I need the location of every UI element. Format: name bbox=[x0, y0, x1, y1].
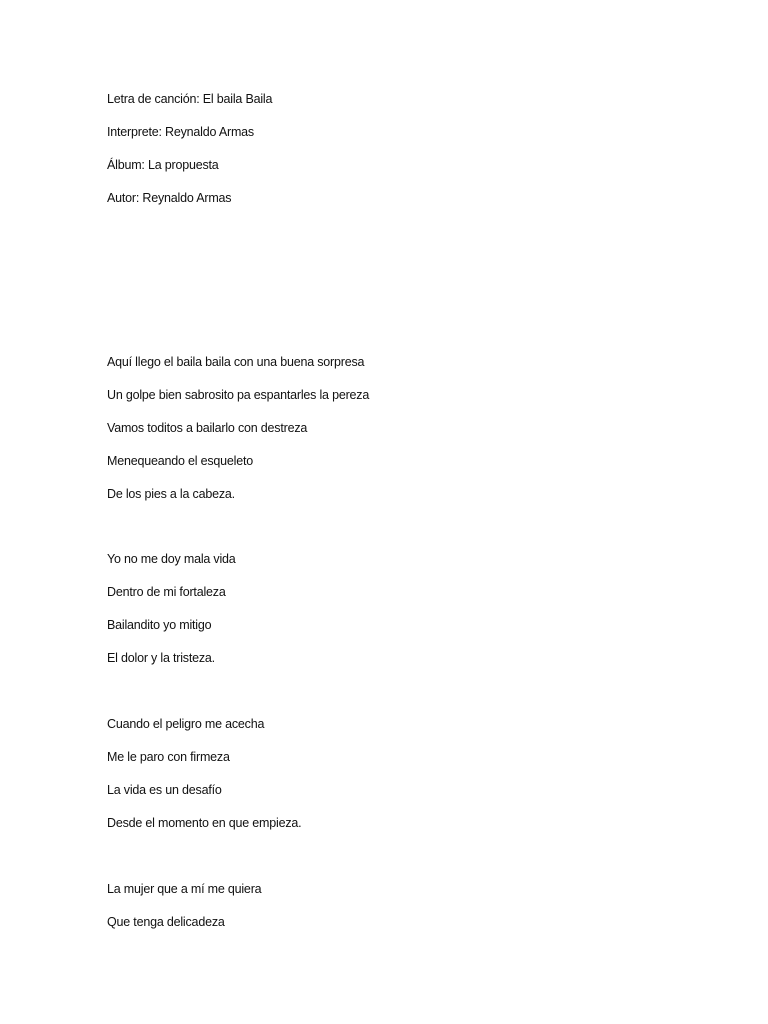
lyric-line: La mujer que a mí me quiera bbox=[107, 882, 262, 896]
lyric-line: Desde el momento en que empieza. bbox=[107, 816, 302, 830]
lyric-line: Que tenga delicadeza bbox=[107, 915, 225, 929]
song-title-line: Letra de canción: El baila Baila bbox=[107, 92, 273, 106]
lyric-line: Yo no me doy mala vida bbox=[107, 552, 236, 566]
lyric-line: Dentro de mi fortaleza bbox=[107, 585, 226, 599]
lyric-line: Bailandito yo mitigo bbox=[107, 618, 212, 632]
lyric-line: Me le paro con firmeza bbox=[107, 750, 230, 764]
lyric-line: De los pies a la cabeza. bbox=[107, 487, 235, 501]
lyric-line: Un golpe bien sabrosito pa espantarles la pereza bbox=[107, 388, 370, 402]
lyric-line: La vida es un desafío bbox=[107, 783, 222, 797]
performer-line: Interprete: Reynaldo Armas bbox=[107, 125, 254, 139]
album-line: Álbum: La propuesta bbox=[107, 158, 219, 172]
lyric-line: Aquí llego el baila baila con una buena sorpresa bbox=[107, 355, 365, 369]
lyric-line: Menequeando el esqueleto bbox=[107, 454, 254, 468]
lyric-line: El dolor y la tristeza. bbox=[107, 651, 215, 665]
author-line: Autor: Reynaldo Armas bbox=[107, 191, 232, 205]
lyric-line: Cuando el peligro me acecha bbox=[107, 717, 265, 731]
lyric-line: Vamos toditos a bailarlo con destreza bbox=[107, 421, 308, 435]
